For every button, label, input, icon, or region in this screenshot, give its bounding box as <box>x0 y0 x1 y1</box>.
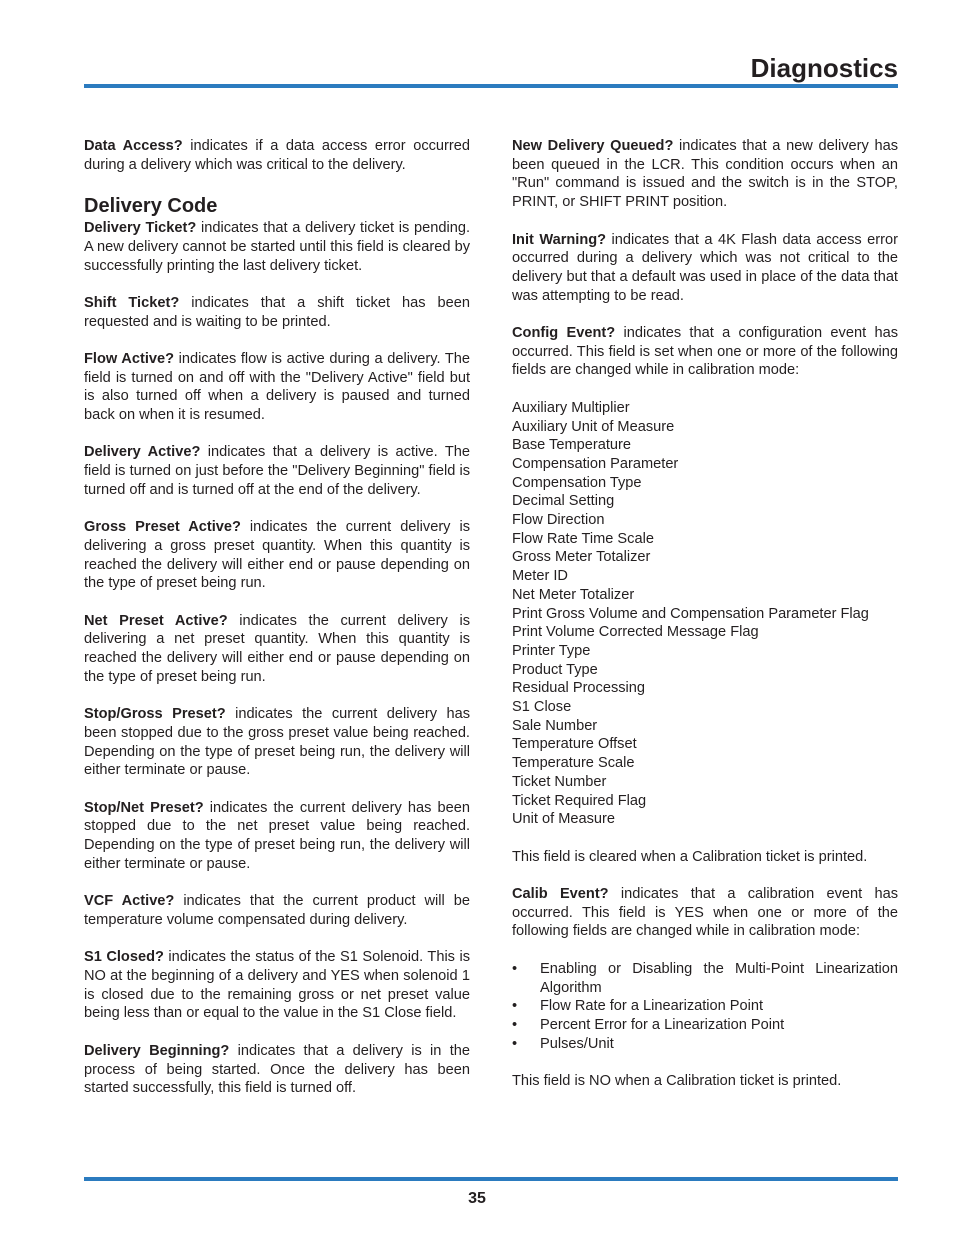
list-item: Auxiliary Unit of Measure <box>512 418 675 435</box>
term-label: Stop/Gross Preset? <box>84 706 226 723</box>
term-label: Data Access? <box>84 138 183 154</box>
term-description: indicates that the current product will be temperature volume compensated during delivery. <box>84 893 470 928</box>
bullet-text: Pulses/Unit <box>540 1035 614 1052</box>
list-item: Print Gross Volume and Compensation Parameter Flag <box>512 605 869 622</box>
entry-paragraph <box>512 885 898 941</box>
entry-paragraph <box>84 350 470 425</box>
section-heading: Delivery Code <box>84 195 218 218</box>
term-description: indicates that a delivery is active. The field is turned on just before the "Delivery Beginning" field is turned off and is turned off at the end of the delivery. <box>84 444 470 498</box>
term-label: Gross Preset Active? <box>84 519 241 536</box>
entry-paragraph <box>512 231 898 306</box>
term-description: indicates that a new delivery has been queued in the LCR. This condition occurs when an "Run" command is issued and the switch is in the STOP, PRINT, or SHIFT PRINT position. <box>512 138 898 211</box>
bullet-text: Enabling or Disabling the Multi-Point Linearization Algorithm <box>540 960 898 996</box>
term-description: indicates that a shift ticket has been requested and is waiting to be printed. <box>84 294 470 330</box>
term-label: Net Preset Active? <box>84 612 228 629</box>
bullet-item <box>512 960 898 997</box>
config-field-list <box>512 399 898 829</box>
term-description: indicates flow is active during a delivery. The field is turned on and off with the "Delivery Active" field but is also turned off when a delivery is paused and turned back on when it is resumed. <box>84 350 470 424</box>
term-description: indicates the status of the S1 Solenoid. This is NO at the beginning of a delivery and YES when solenoid 1 is closed due to the remaining gross or net preset value being less than or equal to the value in the S1 Close field. <box>84 949 470 1022</box>
config-note: This field is cleared when a Calibration ticket is printed. <box>512 848 868 865</box>
term-label: Flow Active? <box>84 350 175 367</box>
bullet-text: Percent Error for a Linearization Point <box>540 1016 785 1033</box>
list-item: Gross Meter Totalizer <box>512 549 651 566</box>
footer-divider <box>84 1177 898 1181</box>
page-title: Diagnostics <box>750 53 898 83</box>
list-item: Flow Rate Time Scale <box>512 530 654 547</box>
bullet-icon: • <box>512 1016 518 1033</box>
list-item: Printer Type <box>512 642 591 659</box>
list-item: Product Type <box>512 661 598 678</box>
list-item: Decimal Setting <box>512 493 615 510</box>
list-item: Compensation Parameter <box>512 455 679 472</box>
term-label: Delivery Beginning? <box>84 1042 230 1059</box>
entry-paragraph <box>84 612 470 687</box>
list-item: Sale Number <box>512 717 598 734</box>
term-label: VCF Active? <box>84 893 175 910</box>
list-item: Temperature Scale <box>512 755 635 772</box>
entry-paragraph <box>84 799 470 874</box>
header-divider <box>84 84 898 88</box>
term-description: indicates if a data access error occurred during a delivery which was critical to the delivery. <box>84 138 470 173</box>
calib-note: This field is NO when a Calibration ticket is printed. <box>512 1073 842 1090</box>
term-label: Calib Event? <box>512 886 609 903</box>
entry-paragraph <box>84 518 470 593</box>
bullet-icon: • <box>512 1035 518 1052</box>
list-item: Ticket Required Flag <box>512 792 647 809</box>
list-item: Net Meter Totalizer <box>512 586 635 603</box>
list-item: Ticket Number <box>512 773 607 790</box>
left-column <box>84 137 470 1117</box>
term-label: Shift Ticket? <box>84 294 180 311</box>
term-description: indicates the current delivery is delivering a net preset quantity. When this quantity is reached the delivery will either end or pause depending on the type of preset being run. <box>84 612 470 685</box>
entry-paragraph <box>84 294 470 331</box>
term-label: Delivery Ticket? <box>84 220 197 237</box>
entry-paragraph <box>84 948 470 1023</box>
list-item: Auxiliary Multiplier <box>512 399 630 416</box>
page-number: 35 <box>468 1190 486 1207</box>
term-label: Stop/Net Preset? <box>84 799 204 816</box>
entry-paragraph <box>84 892 470 929</box>
term-description: indicates that a delivery is in the process of being started. Once the delivery has been started successfully, this field is turned off. <box>84 1042 470 1097</box>
list-item: S1 Close <box>512 699 572 716</box>
term-label: Delivery Active? <box>84 444 201 461</box>
list-item: Residual Processing <box>512 680 646 697</box>
term-label: S1 Closed? <box>84 949 164 966</box>
term-description: indicates the current delivery has been stopped due to the gross preset value being reached. Depending on the type of preset being run, the delivery will either terminate or pause. <box>84 706 470 779</box>
term-description: indicates the current delivery has been stopped due to the net preset value being reached. Depending on the type of preset being run, the delivery will either terminate or pause. <box>84 799 470 872</box>
list-item: Base Temperature <box>512 437 631 454</box>
entry-paragraph <box>512 137 898 212</box>
calib-field-list <box>512 960 898 1054</box>
term-description: indicates that a delivery ticket is pending. A new delivery cannot be started until this field is cleared by successfully printing the last delivery ticket. <box>84 220 470 274</box>
bullet-item <box>512 1035 898 1054</box>
intro-paragraph <box>84 137 470 174</box>
entry-paragraph <box>84 705 470 780</box>
list-item: Compensation Type <box>512 474 642 491</box>
bullet-icon: • <box>512 998 518 1015</box>
entry-paragraph <box>84 443 470 499</box>
list-item: Meter ID <box>512 568 568 585</box>
entry-paragraph <box>512 324 898 380</box>
list-item: Unit of Measure <box>512 811 616 828</box>
entry-paragraph <box>84 1042 470 1098</box>
bullet-icon: • <box>512 960 518 977</box>
bullet-text: Flow Rate for a Linearization Point <box>540 998 764 1015</box>
term-description: indicates the current delivery is delivering a gross preset quantity. When this quantity is reached the delivery will either end or pause depending on the type of preset being run. <box>84 519 471 592</box>
list-item: Flow Direction <box>512 512 605 529</box>
term-description: indicates that a 4K Flash data access error occurred during a delivery which was not critical to the delivery but that a default was used in place of the data that was attempting to be read. <box>512 231 898 304</box>
term-description: indicates that a configuration event has occurred. This field is set when one or more of the following fields are changed while in calibration mode: <box>512 325 898 379</box>
list-item: Print Volume Corrected Message Flag <box>512 624 759 641</box>
right-column <box>512 137 898 1109</box>
term-label: New Delivery Queued? <box>512 138 674 154</box>
entry-paragraph <box>84 219 470 275</box>
bullet-item <box>512 1016 898 1035</box>
term-description: indicates that a calibration event has occurred. This field is YES when one or more of the following fields are changed while in calibration mode: <box>512 886 899 940</box>
bullet-item <box>512 997 898 1016</box>
term-label: Config Event? <box>512 325 616 341</box>
list-item: Temperature Offset <box>512 736 637 753</box>
term-label: Init Warning? <box>512 231 607 248</box>
